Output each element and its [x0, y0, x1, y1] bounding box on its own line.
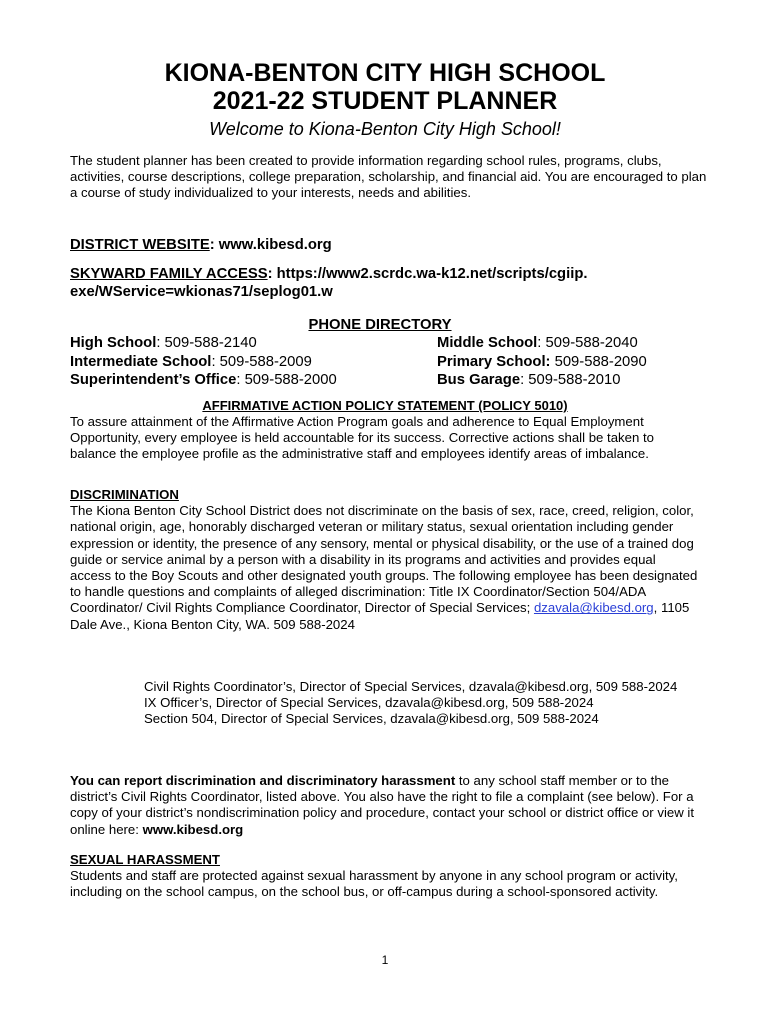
phone-entry: Superintendent’s Office: 509-588-2000 [70, 372, 337, 388]
contacts-list [144, 679, 704, 728]
skyward-access [70, 265, 590, 301]
district-website-url[interactable]: : www.kibesd.org [209, 237, 332, 253]
email-link[interactable]: dzavala@kibesd.org [533, 600, 654, 616]
district-website-label: DISTRICT WEBSITE [70, 237, 210, 253]
phone-entry: High School: 509-588-2140 [70, 335, 257, 351]
discrimination-text: The Kiona Benton City School District does not discriminate on the basis of sex, race, creed, religion, color, national origin, age, honorably discharged veteran or military status, sexual orientation including gender expression or identity, the presence of any sensory, mental or physical disability, or the use of a trained dog guide or service animal by a person with a disability in its programs and activities and provides equal access to the Boy Scouts and other designated youth groups. The following employee has been designated to handle questions and complaints of alleged discrimination: Title IX Coordinator/Section 504/ADA Coordinator/ Civil Rights Compliance Coordinator, Director of Special Services; [70, 503, 698, 616]
contact-item: Section 504, Director of Special Services, dzavala@kibesd.org, 509 588-2024 [144, 711, 599, 727]
district-website [70, 236, 710, 254]
skyward-url[interactable]: : https://www2.scrdc.wa-k12.net/scripts/cgiip.exe/WService=wkionas71/seplog01.w [70, 266, 588, 300]
report-paragraph: You can report discrimination and discriminatory harassment to any school staff member or to the district’s Civil Rights Coordinator, listed above. You also have the right to file a complaint (see below). For a copy of your district’s nondiscrimination policy and procedure, contact your school or district office or view it online here: www.kibesd.org [70, 773, 695, 837]
sexual-harassment-heading: SEXUAL HARASSMENT [70, 852, 220, 867]
phone-directory-left [70, 334, 337, 390]
affirmative-action-text: To assure attainment of the Affirmative Action Program goals and adherence to Equal Employment Opportunity, every employee is held accountable for its success. Corrective actions shall be taken to balance the employee profile as the administrative staff and employees identify areas of imbalance. [70, 414, 654, 462]
phone-directory-right [437, 334, 647, 390]
sexual-harassment-text: Students and staff are protected against sexual harassment by anyone in any school program or activity, including on the school campus, on the school bus, or off-campus during a school-sponsored activity. [70, 868, 678, 900]
district-url[interactable]: www.kibesd.org [142, 821, 244, 837]
discrimination-section: DISCRIMINATION The Kiona Benton City School District does not discriminate on the basis of sex, race, creed, religion, color, national origin, age, honorably discharged veteran or military status, sexual orientation including gender expression or identity, the presence of any sensory, mental or physical disability, or the use of a trained dog guide or service animal by a person with a disability in its programs and activities and provides equal access to the Boy Scouts and other designated youth groups. The following employee has been designated to handle questions and complaints of alleged discrimination: Title IX Coordinator/Section 504/ADA Coordinator/ Civil Rights Compliance Coordinator, Director of Special Services; dzavala@kibesd.org, 1105 Dale Ave., Kiona Benton City, WA. 509 588-2024 [70, 487, 700, 633]
phone-entry: Primary School: 509-588-2090 [437, 353, 647, 370]
contact-item: Civil Rights Coordinator’s, Director of Special Services, dzavala@kibesd.org, 509 588-2024 [144, 679, 678, 694]
skyward-label: SKYWARD FAMILY ACCESS [70, 266, 268, 282]
discrimination-heading: DISCRIMINATION [70, 487, 179, 502]
affirmative-action-heading: AFFIRMATIVE ACTION POLICY STATEMENT (POLICY 5010) [202, 398, 568, 413]
page-number: 1 [381, 953, 389, 967]
intro-paragraph: The student planner has been created to provide information regarding school rules, programs, clubs, activities, course descriptions, college preparation, scholarship, and financial aid. You are encouraged to plan a course of study individualized to your interests, needs and abilities. [70, 153, 707, 201]
phone-entry: Bus Garage: 509-588-2010 [437, 372, 621, 388]
sexual-harassment-section [70, 852, 702, 901]
page-title: KIONA-BENTON CITY HIGH SCHOOL [164, 59, 606, 87]
phone-directory-heading: PHONE DIRECTORY [308, 317, 452, 333]
phone-entry: Middle School: 509-588-2040 [437, 335, 638, 351]
welcome-message: Welcome to Kiona-Benton City High School! [209, 119, 561, 139]
page-subtitle: 2021-22 STUDENT PLANNER [212, 87, 558, 115]
contact-item: IX Officer’s, Director of Special Services, dzavala@kibesd.org, 509 588-2024 [144, 695, 594, 711]
phone-entry: Intermediate School: 509-588-2009 [70, 353, 312, 370]
